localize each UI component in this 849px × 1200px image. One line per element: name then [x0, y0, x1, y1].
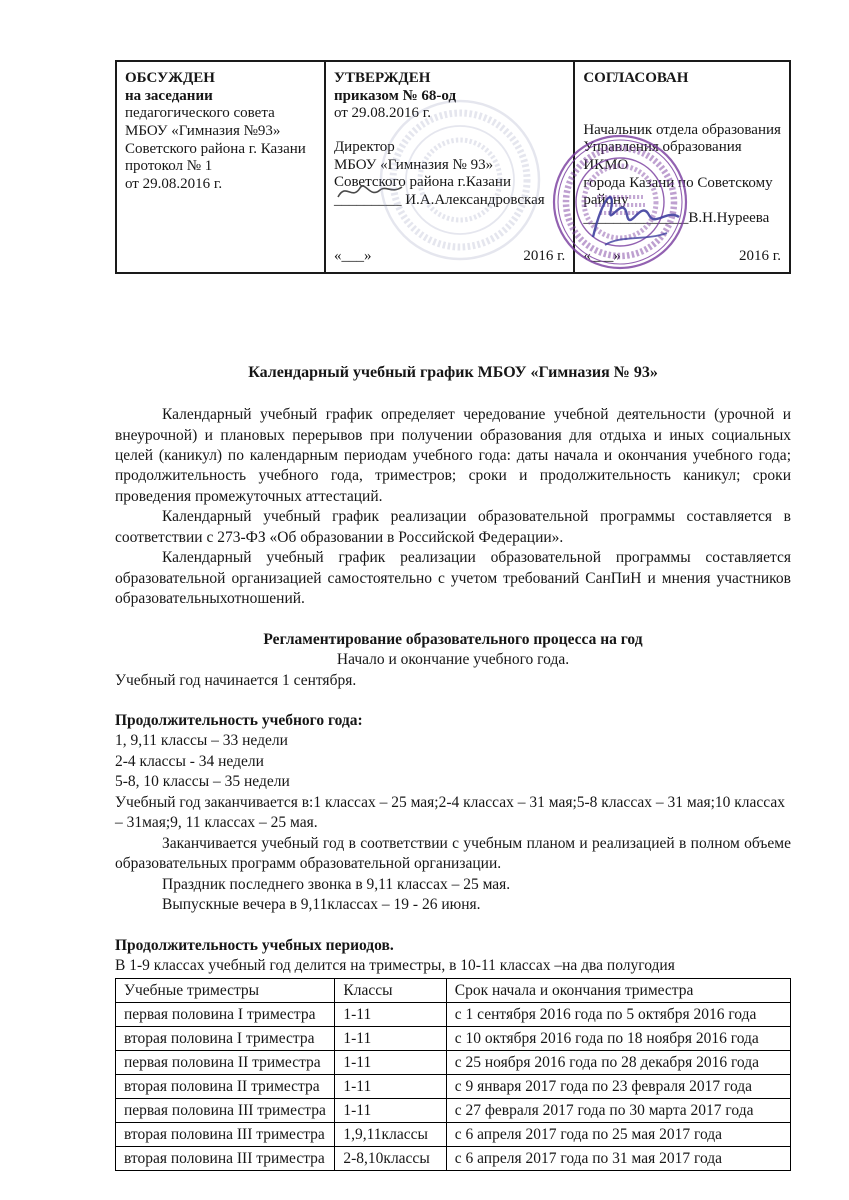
cell-dates: с 9 января 2017 года по 23 февраля 2017 года [446, 1075, 790, 1099]
intro-paragraph: Календарный учебный график реализации образовательной программы составляется образовательной организацией самостоятельно с учетом требований СанПиН и мнения участников образовательныхотношений. [115, 549, 791, 608]
table-row [116, 1075, 791, 1099]
discussed-line: Советского района г. Казани [125, 140, 306, 157]
agreed-line: району [583, 192, 629, 209]
col-header-dates: Срок начала и окончания триместра [446, 979, 790, 1003]
section-heading-periods: Продолжительность учебных периодов. [115, 936, 394, 954]
intro-paragraph: Календарный учебный график определяет чередование учебной деятельности (урочной и внеурочной) и плановых перерывов при получении образования для отдыха и иных социальных целей (каникул) по календарным периодам учебного года: даты начала и окончания учебного года; продолжительность учебного года, триместров; сроки и продолжительность каникул; сроки проведения промежуточных аттестаций. [115, 406, 791, 505]
duration-line: 2-4 классы - 34 недели [115, 752, 264, 770]
approved-line: Советского района г.Казани [333, 174, 511, 191]
trimester-table [115, 978, 791, 1171]
director-name: И.А.Александровская [405, 192, 545, 209]
approved-date-blank [334, 248, 565, 266]
cell-classes: 1-11 [335, 1099, 446, 1123]
cell-dates: с 1 сентября 2016 года по 5 октября 2016 года [446, 1003, 790, 1027]
cell-classes: 2-8,10классы [335, 1147, 446, 1171]
cell-dates: с 25 ноября 2016 года по 28 декабря 2016 года [446, 1051, 790, 1075]
cell-period: первая половина II триместра [116, 1051, 335, 1075]
duration-line: 1, 9,11 классы – 33 недели [115, 732, 288, 750]
section-heading-year: Регламентирование образовательного процесса на год [263, 630, 643, 648]
director-signature-line [334, 192, 565, 210]
discussed-title: ОБСУЖДЕН [125, 70, 215, 86]
cell-dates: с 6 апреля 2017 года по 31 мая 2017 года [446, 1147, 790, 1171]
cell-classes: 1-11 [335, 1003, 446, 1027]
duration-paragraph: Заканчивается учебный год в соответствии с учебным планом и реализацией в полном объеме образовательных программ образовательной организации. [115, 834, 791, 873]
approved-title: УТВЕРЖДЕН [333, 70, 431, 86]
date-blank-prefix: «___» [583, 248, 621, 265]
discussed-line: педагогического совета [125, 105, 275, 122]
duration-line: Учебный год заканчивается в:1 классах – 25 мая;2-4 классах – 31 мая;5-8 классах – 31 мая;10 классах – 31мая;9, 11 классах – 25 мая. [115, 793, 786, 832]
discussed-subtitle: на заседании [125, 87, 213, 104]
discussed-line: от 29.08.2016 г. [125, 176, 223, 193]
prom-line: Выпускные вечера в 9,11классах – 19 - 26 июня. [162, 896, 481, 914]
page-title: Календарный учебный график МБОУ «Гимназия № 93» [248, 364, 658, 381]
cell-period: вторая половина III триместра [116, 1123, 335, 1147]
signature-underscores: ______________ [583, 210, 689, 227]
cell-period: вторая половина II триместра [116, 1075, 335, 1099]
section-heading-duration: Продолжительность учебного года: [115, 712, 363, 729]
table-row [116, 1027, 791, 1051]
cell-period: вторая половина III триместра [116, 1147, 335, 1171]
table-header-row [116, 979, 791, 1003]
cell-classes: 1-11 [335, 1075, 446, 1099]
col-header-trimester: Учебные триместры [116, 979, 335, 1003]
agreed-line: города Казани по Советскому [583, 174, 773, 191]
approval-header-table [115, 60, 791, 274]
agreed-date-blank [583, 248, 781, 266]
cell-classes: 1-11 [335, 1027, 446, 1051]
agreed-title: СОГЛАСОВАН [583, 70, 689, 86]
date-blank-year: 2016 г. [739, 248, 781, 265]
agreed-cell [574, 61, 790, 273]
discussed-line: МБОУ «Гимназия №93» [125, 123, 281, 140]
head-signature-line [583, 210, 781, 228]
intro-paragraph: Календарный учебный график реализации образовательной программы составляется в соответствии с 273-ФЗ «Об образовании в Российской Федерации». [115, 508, 791, 546]
cell-period: вторая половина I триместра [116, 1027, 335, 1051]
agreed-line: Управления образования ИКМО [583, 139, 742, 174]
approved-line: МБОУ «Гимназия № 93» [333, 156, 494, 173]
agreed-line: Начальник отдела образования [583, 121, 781, 138]
table-row [116, 1003, 791, 1027]
periods-intro: В 1-9 классах учебный год делится на триместры, в 10-11 классах –на два полугодия [115, 956, 675, 974]
section-subheading: Начало и окончание учебного года. [336, 651, 570, 669]
approved-subtitle: приказом № 68-од [333, 87, 457, 104]
table-row [116, 1147, 791, 1171]
date-blank-year: 2016 г. [523, 248, 566, 265]
cell-period: первая половина I триместра [116, 1003, 335, 1027]
document-content [115, 60, 791, 1171]
discussed-line: протокол № 1 [125, 158, 213, 175]
cell-dates: с 6 апреля 2017 года по 25 мая 2017 года [446, 1123, 790, 1147]
col-header-classes: Классы [335, 979, 446, 1003]
cell-dates: с 10 октября 2016 года по 18 ноября 2016 года [446, 1027, 790, 1051]
cell-dates: с 27 февраля 2017 года по 30 марта 2017 года [446, 1099, 790, 1123]
table-row [116, 1123, 791, 1147]
cell-period: первая половина III триместра [116, 1099, 335, 1123]
table-row [116, 1099, 791, 1123]
last-bell-line: Праздник последнего звонка в 9,11 классах – 25 мая. [162, 875, 511, 893]
discussed-cell [116, 61, 325, 273]
year-start-line: Учебный год начинается 1 сентября. [115, 671, 357, 689]
approved-date: от 29.08.2016 г. [333, 105, 432, 122]
approved-cell [325, 61, 574, 273]
signature-underscores: _________ [333, 192, 402, 209]
table-row [116, 1051, 791, 1075]
duration-line: 5-8, 10 классы – 35 недели [115, 773, 290, 791]
approved-line: Директор [333, 139, 395, 156]
date-blank-prefix: «___» [333, 248, 372, 265]
cell-classes: 1-11 [335, 1051, 446, 1075]
head-name: В.Н.Нуреева [688, 210, 770, 227]
cell-classes: 1,9,11классы [335, 1123, 446, 1147]
